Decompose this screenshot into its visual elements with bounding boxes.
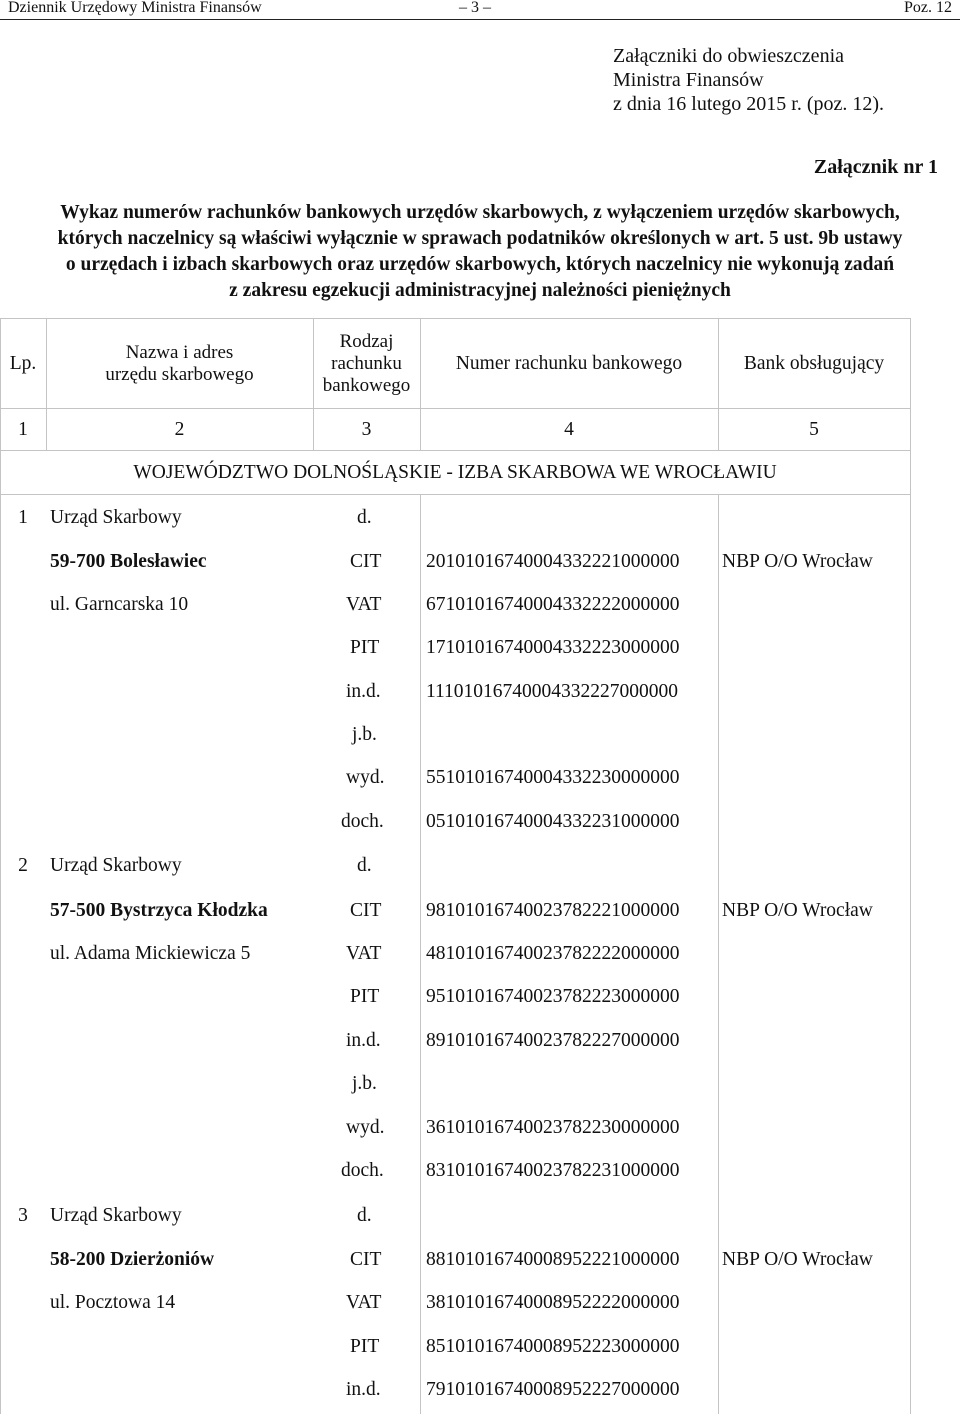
table-rule	[0, 494, 911, 495]
title-line-1: Wykaz numerów rachunków bankowych urzędów skarbowych, z wyłączeniem urzędów skarbowych,	[60, 202, 900, 223]
page-number: – 3 –	[459, 0, 491, 16]
table-rule	[910, 318, 911, 1414]
office-city: 58-200 Dzierżoniów	[50, 1249, 215, 1270]
account-type: in.d.	[346, 1030, 381, 1051]
header-bank: Bank obsługujący	[743, 353, 885, 374]
office-suffix: d.	[357, 507, 372, 528]
title-line-2: których naczelnicy są właściwi wyłącznie w sprawach podatników określonych w art. 5 ust. 9b ustawy	[57, 228, 903, 249]
account-type: CIT	[350, 900, 382, 921]
account-number: 98101016740023782221000000	[426, 900, 680, 921]
col-number: 5	[809, 419, 819, 440]
office-suffix: d.	[357, 1205, 372, 1226]
header-lp: Lp.	[9, 353, 37, 374]
account-number: 05101016740004332231000000	[426, 811, 680, 832]
annex-line-1: Załączniki do obwieszczenia	[613, 45, 844, 67]
table-rule	[0, 318, 911, 319]
account-type: PIT	[350, 986, 380, 1007]
annex-block	[613, 44, 884, 116]
office-lp: 1	[18, 507, 28, 528]
account-type: VAT	[346, 943, 382, 964]
account-type: j.b.	[352, 724, 377, 745]
account-number: 36101016740023782230000000	[426, 1117, 680, 1138]
office-bank: NBP O/O Wrocław	[722, 1249, 873, 1270]
office-city: 59-700 Bolesławiec	[50, 551, 207, 572]
header-account-number: Numer rachunku bankowego	[455, 353, 683, 374]
col-number: 2	[174, 419, 185, 440]
title-line-4: z zakresu egzekucji administracyjnej należności pieniężnych	[229, 280, 731, 301]
account-type: doch.	[341, 1160, 384, 1181]
account-number: 55101016740004332230000000	[426, 767, 680, 788]
office-lp: 3	[18, 1205, 28, 1226]
account-type: in.d.	[346, 681, 381, 702]
office-name: Urząd Skarbowy	[50, 855, 182, 876]
document-title	[10, 200, 950, 304]
title-line-3: o urzędach i izbach skarbowych oraz urzędów skarbowych, których naczelnicy nie wykonują zadań	[65, 254, 895, 275]
account-number: 83101016740023782231000000	[426, 1160, 680, 1181]
account-type: VAT	[346, 594, 382, 615]
account-number: 88101016740008952221000000	[426, 1249, 680, 1270]
account-type: wyd.	[346, 1117, 385, 1138]
col-number: 1	[18, 419, 28, 440]
account-type: CIT	[350, 551, 382, 572]
office-street: ul. Pocztowa 14	[50, 1292, 176, 1313]
account-type: wyd.	[346, 767, 385, 788]
account-type: VAT	[346, 1292, 382, 1313]
table-rule	[0, 450, 911, 451]
table-rule	[0, 408, 911, 409]
office-bank: NBP O/O Wrocław	[722, 900, 873, 921]
account-number: 20101016740004332221000000	[426, 551, 680, 572]
account-type: PIT	[350, 637, 380, 658]
office-street: ul. Adama Mickiewicza 5	[50, 943, 251, 964]
office-lp: 2	[18, 855, 28, 876]
account-number: 17101016740004332223000000	[426, 637, 680, 658]
journal-name: Dziennik Urzędowy Ministra Finansów	[8, 0, 262, 16]
header-account-type: Rodzaj rachunku bankowego	[322, 331, 411, 396]
account-number: 67101016740004332222000000	[426, 594, 680, 615]
account-number: 89101016740023782227000000	[426, 1030, 680, 1051]
annex-number: Załącznik nr 1	[813, 156, 938, 178]
account-number: 95101016740023782223000000	[426, 986, 680, 1007]
region-heading: WOJEWÓDZTWO DOLNOŚLĄSKIE - IZBA SKARBOWA WE WROCŁAWIU	[133, 462, 777, 483]
col-number: 4	[564, 419, 574, 440]
account-number: 48101016740023782222000000	[426, 943, 680, 964]
accounts-table	[0, 318, 911, 1414]
account-type: in.d.	[346, 1379, 381, 1400]
annex-line-3: z dnia 16 lutego 2015 r. (poz. 12).	[613, 93, 885, 115]
office-city: 57-500 Bystrzyca Kłodzka	[50, 900, 268, 921]
page-header	[0, 0, 960, 22]
table-rule	[420, 494, 421, 1414]
office-street: ul. Garncarska 10	[50, 594, 189, 615]
annex-line-2: Ministra Finansów	[613, 69, 764, 91]
account-type: PIT	[350, 1336, 380, 1357]
account-number: 85101016740008952223000000	[426, 1336, 680, 1357]
account-number: 38101016740008952222000000	[426, 1292, 680, 1313]
account-number: 11101016740004332227000000	[426, 681, 679, 702]
account-number: 79101016740008952227000000	[426, 1379, 680, 1400]
account-type: doch.	[341, 811, 384, 832]
col-number: 3	[361, 419, 372, 440]
position-number: Poz. 12	[904, 0, 952, 16]
office-name: Urząd Skarbowy	[50, 507, 182, 528]
table-rule	[718, 494, 719, 1414]
header-rule	[0, 19, 960, 20]
header-name: Nazwa i adres urzędu skarbowego	[105, 342, 254, 385]
account-type: j.b.	[352, 1073, 377, 1094]
office-suffix: d.	[357, 855, 372, 876]
account-type: CIT	[350, 1249, 382, 1270]
office-bank: NBP O/O Wrocław	[722, 551, 873, 572]
office-name: Urząd Skarbowy	[50, 1205, 182, 1226]
